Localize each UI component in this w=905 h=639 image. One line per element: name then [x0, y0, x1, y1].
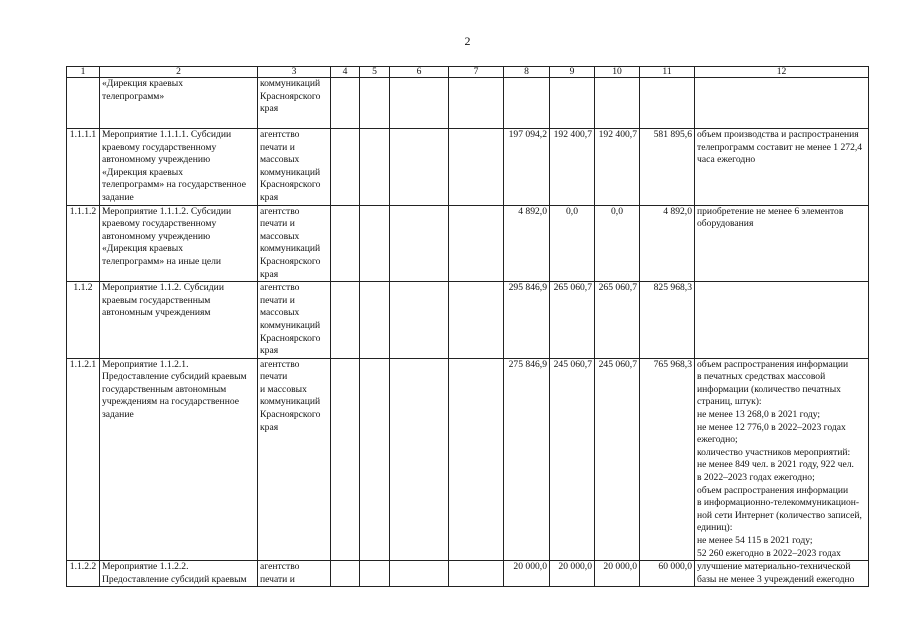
- cell-col9: 0,0: [550, 205, 595, 282]
- cell-col11: 581 895,6: [640, 129, 695, 206]
- cell-col5: [360, 205, 390, 282]
- cell-col11: 60 000,0: [640, 561, 695, 587]
- row-result: приобретение не менее 6 элементов оборудования: [695, 205, 869, 282]
- row-name: Мероприятие 1.1.2.2. Предоставление субсидий краевым: [100, 561, 258, 587]
- cell-col10: 0,0: [595, 205, 640, 282]
- cell-col4: [331, 282, 360, 359]
- column-header: 12: [695, 67, 869, 78]
- cell-col6: [390, 358, 449, 561]
- cell-col9: 20 000,0: [550, 561, 595, 587]
- cell-col7: [449, 282, 504, 359]
- budget-table: [66, 66, 869, 587]
- row-admin: агентство печати и: [258, 561, 331, 587]
- cell-col9: 265 060,7: [550, 282, 595, 359]
- row-admin: агентство печати и массовых коммуникаций Красноярского края: [258, 282, 331, 359]
- row-code: 1.1.1.2: [67, 205, 100, 282]
- cell-col4: [331, 358, 360, 561]
- cell-col7: [449, 78, 504, 129]
- cell-col6: [390, 205, 449, 282]
- row-code: 1.1.2.1: [67, 358, 100, 561]
- cell-col4: [331, 78, 360, 129]
- row-code: 1.1.2.2: [67, 561, 100, 587]
- cell-col9: [550, 78, 595, 129]
- row-result: улучшение материально-технической базы не менее 3 учреждений ежегодно: [695, 561, 869, 587]
- row-result: объем производства и распространения телепрограмм составит не менее 1 272,4 часа ежегодно: [695, 129, 869, 206]
- row-name: Мероприятие 1.1.2. Субсидии краевым государственным автономным учреждениям: [100, 282, 258, 359]
- column-header: 10: [595, 67, 640, 78]
- row-admin: агентство печати и массовых коммуникаций Красноярского края: [258, 129, 331, 206]
- column-header: 8: [504, 67, 550, 78]
- column-header: 2: [100, 67, 258, 78]
- cell-col6: [390, 282, 449, 359]
- cell-col11: 4 892,0: [640, 205, 695, 282]
- cell-col8: 197 094,2: [504, 129, 550, 206]
- table-row: [67, 129, 869, 206]
- column-header: 4: [331, 67, 360, 78]
- cell-col5: [360, 358, 390, 561]
- cell-col5: [360, 129, 390, 206]
- cell-col10: 265 060,7: [595, 282, 640, 359]
- cell-col5: [360, 561, 390, 587]
- cell-col10: 20 000,0: [595, 561, 640, 587]
- row-name: Мероприятие 1.1.1.1. Субсидии краевому государственному автономному учреждению «Дирекция краевых телепрограмм» на государственное задание: [100, 129, 258, 206]
- column-header: 1: [67, 67, 100, 78]
- cell-col10: 192 400,7: [595, 129, 640, 206]
- cell-col6: [390, 129, 449, 206]
- table-row: [67, 282, 869, 359]
- table-row: [67, 561, 869, 587]
- page-number: 2: [464, 34, 471, 48]
- column-header: 5: [360, 67, 390, 78]
- column-header: 11: [640, 67, 695, 78]
- table-row: [67, 358, 869, 561]
- cell-col5: [360, 78, 390, 129]
- cell-col8: 275 846,9: [504, 358, 550, 561]
- cell-col11: [640, 78, 695, 129]
- header-row: [67, 67, 869, 78]
- cell-col4: [331, 205, 360, 282]
- column-header: 9: [550, 67, 595, 78]
- cell-col8: 295 846,9: [504, 282, 550, 359]
- cell-col7: [449, 358, 504, 561]
- cell-col4: [331, 129, 360, 206]
- cell-col8: 20 000,0: [504, 561, 550, 587]
- row-result: объем распространения информации в печатных средствах массовой информации (количество печатных страниц, штук): не менее 13 268,0 в 2021 году; не менее 12 776,0 в 2022–2023 годах ежегодно; количество участников мероприятий: не менее 849 чел. в 2021 году, 922 чел. в 2022–2023 годах ежегодно; объем распространения информации в информационно-телекоммуникацион- ной сети Интернет (количество записей, единиц): не менее 54 115 в 2021 году; 52 260 ежегодно в 2022–2023 годах: [695, 358, 869, 561]
- row-admin: агентство печати и массовых коммуникаций Красноярского края: [258, 358, 331, 561]
- cell-col4: [331, 561, 360, 587]
- table-row: [67, 205, 869, 282]
- row-code: 1.1.1.1: [67, 129, 100, 206]
- cell-col5: [360, 282, 390, 359]
- row-admin: коммуникаций Красноярского края: [258, 78, 331, 129]
- row-name: Мероприятие 1.1.1.2. Субсидии краевому государственному автономному учреждению «Дирекция краевых телепрограмм» на иные цели: [100, 205, 258, 282]
- cell-col11: 825 968,3: [640, 282, 695, 359]
- cell-col7: [449, 205, 504, 282]
- row-admin: агентство печати и массовых коммуникаций Красноярского края: [258, 205, 331, 282]
- cell-col10: [595, 78, 640, 129]
- cell-col7: [449, 129, 504, 206]
- cell-col7: [449, 561, 504, 587]
- row-result: [695, 282, 869, 359]
- table-row: [67, 78, 869, 129]
- row-result: [695, 78, 869, 129]
- column-header: 7: [449, 67, 504, 78]
- row-name: Мероприятие 1.1.2.1. Предоставление субсидий краевым государственным автономным учреждениям на государственное задание: [100, 358, 258, 561]
- cell-col6: [390, 561, 449, 587]
- cell-col6: [390, 78, 449, 129]
- row-code: 1.1.2: [67, 282, 100, 359]
- cell-col8: [504, 78, 550, 129]
- column-header: 6: [390, 67, 449, 78]
- column-header: 3: [258, 67, 331, 78]
- cell-col9: 245 060,7: [550, 358, 595, 561]
- cell-col8: 4 892,0: [504, 205, 550, 282]
- row-name: «Дирекция краевых телепрограмм»: [100, 78, 258, 129]
- row-code: [67, 78, 100, 129]
- cell-col10: 245 060,7: [595, 358, 640, 561]
- cell-col9: 192 400,7: [550, 129, 595, 206]
- cell-col11: 765 968,3: [640, 358, 695, 561]
